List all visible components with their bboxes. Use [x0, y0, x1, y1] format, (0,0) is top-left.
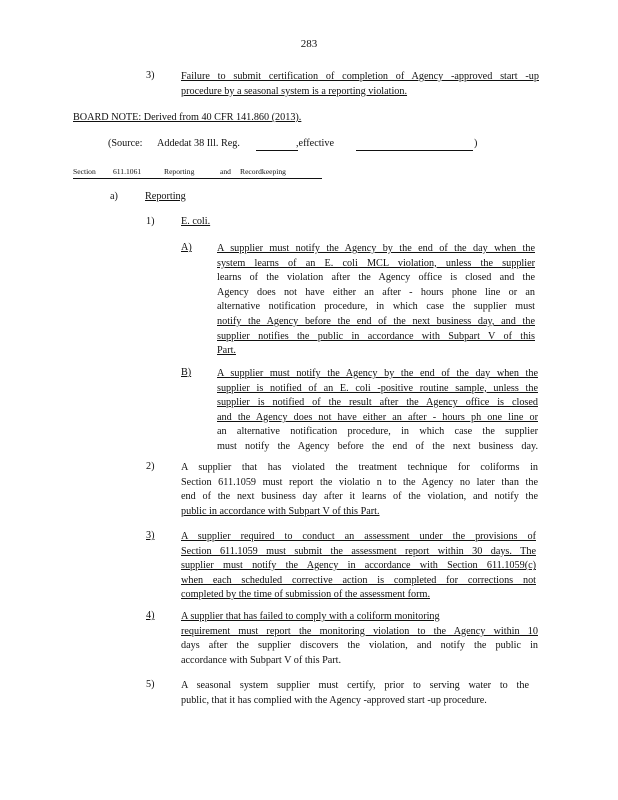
item-B-number: B) — [181, 367, 192, 378]
text-line: A supplier must notify the Agency by the end of the day when the — [217, 243, 535, 254]
item-B-text — [217, 367, 538, 455]
subsection-a-number: a) — [110, 191, 118, 202]
section-title-and: and — [220, 167, 231, 176]
source-prefix: (Source: — [108, 138, 143, 149]
item-3-number: 3) — [146, 530, 155, 541]
page-number: 283 — [300, 38, 318, 50]
subsection-a-label: Reporting — [145, 191, 186, 202]
text-line: procedure by a seasonal system is a reporting violation. — [181, 85, 408, 97]
text-line: A supplier required to conduct an assessment under the provisions of — [181, 531, 536, 542]
text-line: learns of the violation after the Agency office is closed and the — [217, 272, 535, 284]
source-close: ) — [474, 138, 478, 149]
item-3-text — [181, 530, 536, 603]
text-line: A supplier that has failed to comply with a coliform monitoring — [181, 611, 440, 622]
text-line: system learns of an E. coli MCL violation, unless the supplier — [217, 257, 535, 269]
item-5-text — [181, 679, 529, 708]
item-4-text — [181, 610, 538, 668]
source-added: Addedat 38 Ill. Reg. — [157, 138, 240, 149]
text-line: Section 611.1059 must report the violatio n to the Agency no later than the — [181, 476, 538, 488]
section-title-reporting: Reporting — [164, 167, 195, 176]
text-line: must notify the Agency before the end of the next business day. — [217, 440, 538, 452]
text-line: alternative notification procedure, in which case the supplier must — [217, 301, 535, 313]
text-line: A supplier must notify the Agency by the end of the day when the — [217, 368, 538, 379]
text-line: public in accordance with Subpart V of this Part. — [181, 505, 380, 517]
text-line: supplier is notified of the result after the Agency office is closed — [217, 397, 538, 409]
item-3-top-text — [181, 70, 539, 99]
text-line: A seasonal system supplier must certify, prior to serving water to the — [181, 680, 529, 691]
text-line: Failure to submit certification of completion of Agency -approved start -up — [181, 71, 539, 82]
item-2-number: 2) — [146, 461, 155, 472]
text-line: days after the supplier discovers the violation, and notify the public in — [181, 640, 538, 652]
board-note: BOARD NOTE: Derived from 40 CFR 141.860 (2013). — [73, 112, 302, 123]
text-line: supplier is notified of an E. coli -positive routine sample, unless the — [217, 382, 538, 394]
blank-underline-date — [256, 150, 298, 151]
item-2-text — [181, 461, 538, 519]
text-line: Section 611.1059 must submit the assessment report within 30 days. The — [181, 545, 536, 557]
blank-underline-effective — [356, 150, 473, 151]
text-line: supplier notifies the public in accordance with Subpart V of this — [217, 330, 535, 342]
section-heading-underline — [73, 178, 322, 179]
section-label: Section — [73, 167, 96, 176]
item-4-number: 4) — [146, 610, 155, 621]
text-line: completed by the time of submission of the assessment form. — [181, 589, 430, 601]
text-line: notify the Agency before the end of the next business day, and the — [217, 315, 535, 327]
text-line: Part. — [217, 345, 236, 357]
text-line: Agency does not have either an after - hours phone line or an — [217, 286, 535, 298]
item-1-number: 1) — [146, 216, 155, 227]
text-line: accordance with Subpart V of this Part. — [181, 654, 342, 666]
text-line: an alternative notification procedure, in which case the supplier — [217, 426, 538, 438]
text-line: end of the next business day after it learns of the violation, and notify the — [181, 491, 538, 503]
text-line: A supplier that has violated the treatment technique for coliforms in — [181, 462, 538, 473]
text-line: and the Agency does not have either an after - hours ph one line or — [217, 411, 538, 423]
section-title-recordkeeping: Recordkeeping — [240, 167, 286, 176]
text-line: when each scheduled corrective action is completed for corrections not — [181, 574, 536, 586]
section-number: 611.1061 — [113, 167, 142, 176]
item-5-number: 5) — [146, 679, 155, 690]
source-effective: ,effective — [296, 138, 334, 149]
text-line: public, that it has complied with the Agency -approved start -up procedure. — [181, 694, 487, 706]
text-line: requirement must report the monitoring violation to the Agency within 10 — [181, 625, 538, 637]
item-A-text — [217, 242, 535, 359]
item-3-top-number: 3) — [146, 70, 155, 81]
item-1-label: E. coli. — [181, 216, 211, 227]
item-A-number: A) — [181, 242, 192, 253]
text-line: supplier must notify the Agency in accordance with Section 611.1059(c) — [181, 560, 536, 572]
